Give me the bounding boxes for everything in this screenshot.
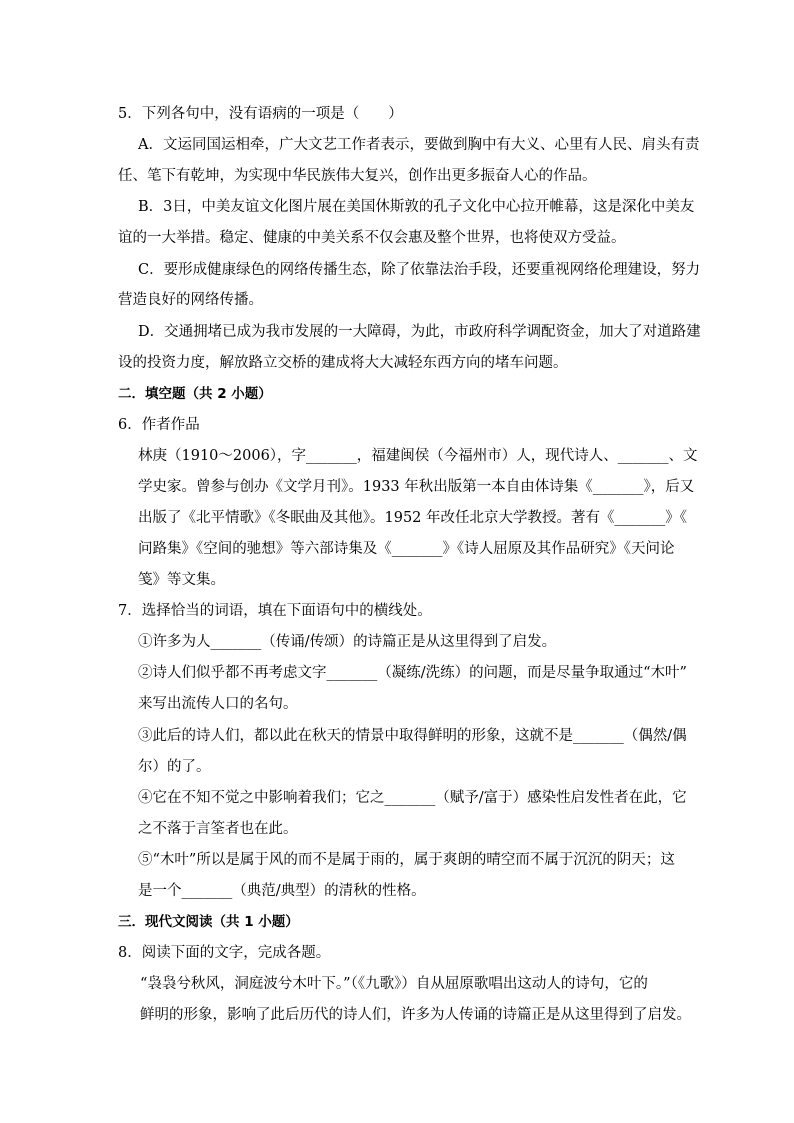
option-d-cont: 设的投资力度，解放路立交桥的建成将大大减轻东西方向的堵车问题。 bbox=[118, 355, 568, 371]
question-6-line-1: 林庚（1910～2006），字_______，福建闽侯（今福州市）人，现代诗人、_______、文 bbox=[138, 448, 698, 464]
section-heading-fill-blank: 二．填空题（共 2 小题） bbox=[118, 386, 272, 402]
question-6-line-4: 问路集》《空间的驰想》等六部诗集及《_______》《诗人屈原及其作品研究》《天问论 bbox=[138, 541, 675, 557]
question-7-item-4-cont: 之不落于言筌者也在此。 bbox=[138, 821, 298, 837]
passage-line-2: 鲜明的形象，影响了此后历代的诗人们，许多为人传诵的诗篇正是从这里得到了启发。 bbox=[140, 1007, 691, 1023]
question-6-line-3: 出版了《北平情歌》《冬眠曲及其他》。1952 年改任北京大学教授。著有《_______》《 bbox=[138, 510, 688, 526]
question-8-stem: 8．阅读下面的文字，完成各题。 bbox=[118, 945, 331, 961]
passage-line-1: “袅袅兮秋风，洞庭波兮木叶下。”（《九歌》）自从屈原歌唱出这动人的诗句，它的 bbox=[140, 976, 648, 992]
option-a-cont: 任、笔下有乾坤，为实现中华民族伟大复兴，创作出更多振奋人心的作品。 bbox=[118, 168, 597, 184]
question-7-item-5: ⑤“木叶”所以是属于风的而不是属于雨的，属于爽朗的晴空而不属于沉沉的阴天；这 bbox=[138, 852, 675, 868]
option-a: A．文运同国运相牵，广大文艺工作者表示，要做到胸中有大义、心里有人民、肩头有责 bbox=[138, 137, 700, 153]
question-7-item-2-cont: 来写出流传人口的名句。 bbox=[138, 696, 298, 712]
question-7-item-4: ④它在不知不觉之中影响着我们；它之_______（赋予/富于）感染性启发性者在此，它 bbox=[138, 790, 687, 806]
question-6-line-5: 笺》等文集。 bbox=[138, 572, 225, 588]
question-7-item-5-cont: 是一个_______（典范/典型）的清秋的性格。 bbox=[138, 883, 426, 899]
section-heading-reading: 三．现代文阅读（共 1 小题） bbox=[118, 914, 299, 930]
question-6-stem: 6．作者作品 bbox=[118, 417, 200, 433]
question-7-item-1: ①许多为人_______（传诵/传颂）的诗篇正是从这里得到了启发。 bbox=[138, 634, 557, 650]
question-7-item-3-cont: 尔）的了。 bbox=[138, 759, 211, 775]
question-7-item-2: ②诗人们似乎都不再考虑文字_______（凝练/洗练）的问题，而是尽量争取通过“木叶” bbox=[138, 665, 687, 681]
option-b: B．3日，中美友谊文化图片展在美国休斯敦的孔子文化中心拉开帷幕，这是深化中美友 bbox=[138, 199, 695, 215]
question-5-stem: 5．下列各句中，没有语病的一项是（ ） bbox=[118, 106, 403, 122]
question-7-item-3: ③此后的诗人们，都以此在秋天的情景中取得鲜明的形象，这就不是_______（偶然/偶 bbox=[138, 728, 687, 744]
option-b-cont: 谊的一大举措。稳定、健康的中美关系不仅会惠及整个世界，也将使双方受益。 bbox=[118, 230, 626, 246]
option-c: C．要形成健康绿色的网络传播生态，除了依靠法治手段，还要重视网络伦理建设，努力 bbox=[138, 262, 701, 278]
option-d: D．交通拥堵已成为我市发展的一大障碍，为此，市政府科学调配资金，加大了对道路建 bbox=[138, 324, 701, 340]
option-c-cont: 营造良好的网络传播。 bbox=[118, 292, 263, 308]
question-7-stem: 7．选择恰当的词语，填在下面语句中的横线处。 bbox=[118, 603, 432, 619]
question-6-line-2: 学史家。曾参与创办《文学月刊》。1933 年秋出版第一本自由体诗集《_______》，后又 bbox=[138, 479, 695, 495]
